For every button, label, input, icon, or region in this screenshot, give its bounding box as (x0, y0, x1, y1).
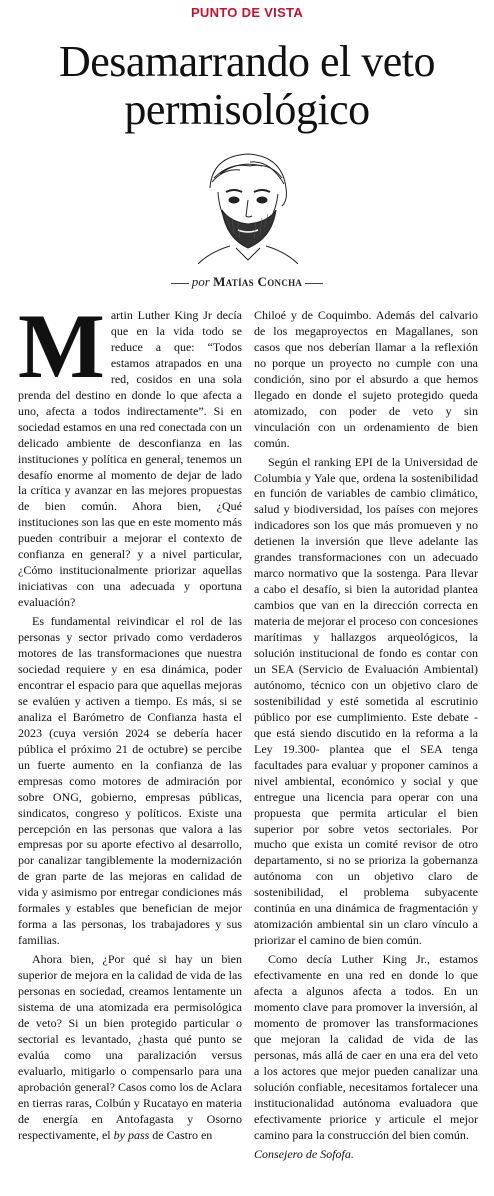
author-signoff: Consejero de Sofofa. (254, 1146, 354, 1161)
drop-cap: M (18, 295, 105, 397)
paragraph-5: Como decía Luther King Jr., estamos efectivamente en una red en donde lo que afecta a algunos afecta a todos. En un momento clave para promover la inversión, al momento de promover las transformaciones que mejoran la calidad de vida de las personas, más allá de caer en una era del veto a los actores que mejor pueden canalizar una solución confiable, necesitamos fortalecer una institucionalidad autónoma evaluadora que efectivamente priorice y articule el mejor camino para la construcción del bien común. (254, 952, 478, 1142)
column-right (254, 308, 478, 1166)
column-left (18, 295, 242, 1147)
section-label: PUNTO DE VISTA (190, 5, 304, 20)
paragraph-3-emphasis: by pass (113, 1127, 150, 1142)
paragraph-3-continued: Chiloé y de Coquimbo. Además del calvario de los megaproyectos en Magallanes, son casos que nos deberían llamar a la reflexión no porque un proyecto no cumple con una condición, sino por el absurdo a que hemos llegado en donde el sujeto protegido queda atomizado, con poder de veto y sin vinculación con un ordenamiento de bien común. (254, 308, 478, 450)
byline-prefix: por (191, 274, 210, 289)
paragraph-3 (18, 952, 242, 1143)
author-portrait-illustration (190, 148, 304, 264)
byline-author: Matías Concha (213, 274, 303, 289)
paragraph-1-text: artin Luther King Jr decía que en la vida todo se reduce a que: “Todos estamos atrapados en una red, cosidos en una sola prenda del destino en donde lo que afecta a uno, afecta a todos indirectamente”. Si en sociedad estamos en una red conectada con un delicado ambiente de desconfianza en las instituciones y política en general, tenemos un desafío enorme al momento de dejar de lado la crítica y avanzar en las mejores propuestas de bien común. Ahora bien, ¿Qué instituciones son las que en este momento más pueden contribuir a mejorar el contexto de confianza en general? y a nivel particular, ¿Cómo institucionalmente priorizar aquellas iniciativas con una adecuada y oportuna evaluación? (18, 308, 242, 610)
byline-rule-left (171, 283, 189, 284)
byline (0, 274, 494, 290)
headline: Desamarrando el veto permisológico (58, 37, 436, 134)
byline-rule-right (305, 283, 323, 284)
paragraph-4: Según el ranking EPI de la Universidad de Columbia y Yale que, ordena la sostenibilidad en función de variables de cambio climático, salud y biodiversidad, los países con mejores indicadores son los que más promueven y no detienen la inversión que lleve adelante las grandes transformaciones con un adecuado marco normativo que la sostenga. Para llevar a cabo el desafío, si bien la autoridad plantea cambios que van en la dirección correcta en materia de mejorar el proceso con concesiones marítimas y hallazgos arqueológicos, la solución institucional de fondo es contar con un SEA (Servicio de Evaluación Ambiental) autónomo, técnico con un objetivo claro de sostenibilidad y esté sometida al escrutinio público por ese cumplimiento. Este debate -que está siendo discutido en la reforma a la Ley 19.300- plantea que el SEA tenga facultades para evaluar y proponer caminos a nivel ambiental, económico y social y que entregue una licencia para operar con una propuesta que permita articular el bien superior por sobre vetos sectoriales. Por mucho que exista un comité revisor de otro departamento, si no se prioriza la gobernanza autónoma con un objetivo claro de sostenibilidad, el problema subyacente continúa en una dinámica de fragmentación y atomización ambiental sin un claro vínculo a priorizar el camino de bien común. (254, 454, 478, 948)
paragraph-3-text-b: de Castro en (149, 1127, 213, 1142)
paragraph-3-text-a: Ahora bien, ¿Por qué si hay un bien superior de mejora en la calidad de vida de las personas en sociedad, creamos lentamente un sistema de una atomizada era permisológica de veto? Si un bien protegido particular o sectorial es levantado, ¿hasta qué punto se evalúa como una paralización versus evaluarlo, mitigarlo o compensarlo para una aprobación general? Casos como los de Aclara en tierras raras, Colbún y Rucatayo en materia de energía en Antofagasta y Osorno respectivamente, el (18, 952, 242, 1142)
paragraph-1 (18, 295, 242, 611)
paragraph-2: Es fundamental reivindicar el rol de las personas y sector privado como verdaderos motores de las transformaciones que nuestra sociedad requiere y en esa dinámica, poder encontrar el espacio para que aquellas mejoras se evalúen y activen a tiempo. Es más, si se analiza el Barómetro de Confianza hasta el 2023 (cuya versión 2024 se debería hacer pública el próximo 21 de octubre) se percibe un fuerte aumento en la confianza de las empresas como motores de admiración por sobre ONG, gobierno, empresas públicas, sindicatos, congreso y políticos. Existe una percepción en las personas que valora a las empresas por su aporte efectivo al desarrollo, por canalizar tangiblemente la modernización de gran parte de las mejoras en calidad de vida y asimismo por entregar condiciones más formales y estables que benefician de mejor forma a las personas, los trabajadores y sus familias. (18, 614, 242, 948)
